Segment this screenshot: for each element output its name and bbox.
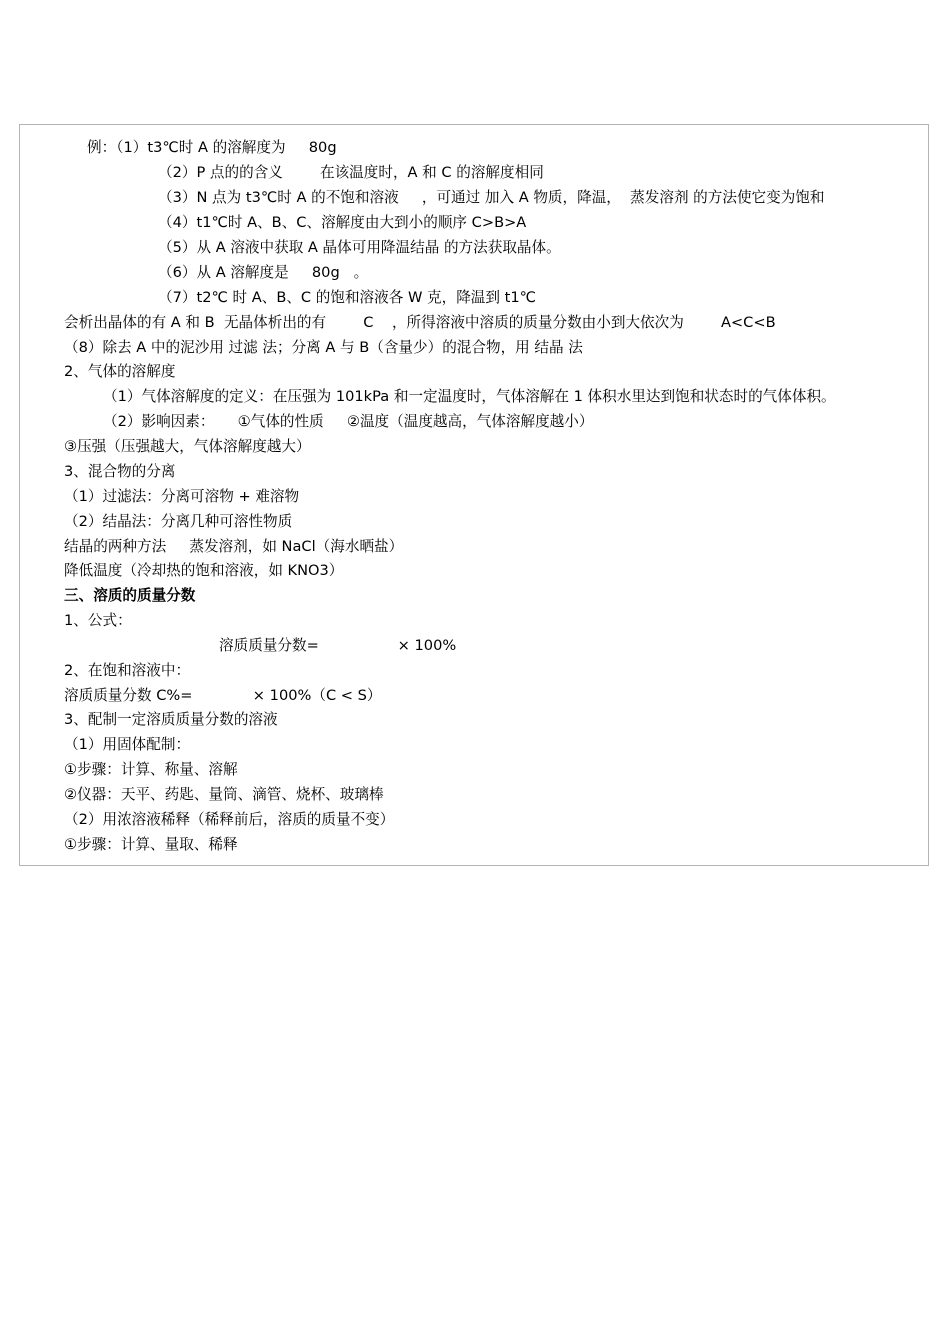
text-line-16: （2）结晶法：分离几种可溶性物质: [64, 513, 293, 530]
text-line-1: 例：（1）t3℃时 A 的溶解度为 80g: [87, 139, 337, 156]
text-line-7: （7）t2℃ 时 A、B、C 的饱和溶液各 W 克，降温到 t1℃: [158, 289, 537, 306]
text-line-6: （6）从 A 溶解度是 80g 。: [158, 264, 369, 281]
text-line-28: （2）用浓溶液稀释（稀释前后，溶质的质量不变）: [64, 811, 395, 828]
text-line-12: （2）影响因素： ①气体的性质 ②温度（温度越高，气体溶解度越小）: [103, 413, 594, 430]
text-line-20: 1、公式：: [64, 612, 132, 629]
section-heading-mass-fraction: 三、溶质的质量分数: [64, 587, 196, 604]
text-line-3: （3）N 点为 t3℃时 A 的不饱和溶液 ，可通过 加入 A 物质，降温， 蒸发溶剂 的方法使它变为饱和: [158, 189, 825, 206]
text-line-4: （4）t1℃时 A、B、C、溶解度由大到小的顺序 C>B>A: [158, 214, 527, 231]
text-line-13: ③压强（压强越大，气体溶解度越大）: [64, 438, 311, 455]
text-line-26: ①步骤：计算、称量、溶解: [64, 761, 238, 778]
text-line-8: 会析出晶体的有 A 和 B 无晶体析出的有 C ，所得溶液中溶质的质量分数由小到大依次为 A<C<B: [64, 314, 776, 331]
formula-saturated: 溶质质量分数 C%= × 100%（C < S）: [64, 687, 382, 704]
text-line-9: （8）除去 A 中的泥沙用 过滤 法；分离 A 与 B（含量少）的混合物，用 结晶 法: [64, 339, 583, 356]
section-heading-separation: 3、混合物的分离: [64, 463, 176, 480]
text-line-2: （2）P 点的的含义 在该温度时，A 和 C 的溶解度相同: [158, 164, 544, 181]
text-line-17: 结晶的两种方法 蒸发溶剂，如 NaCl（海水晒盐）: [64, 538, 404, 555]
text-line-27: ②仪器：天平、药匙、量筒、滴管、烧杯、玻璃棒: [64, 786, 384, 803]
text-line-25: （1）用固体配制：: [64, 736, 191, 753]
section-heading-preparation: 3、配制一定溶质质量分数的溶液: [64, 711, 278, 728]
text-line-15: （1）过滤法：分离可溶物 + 难溶物: [64, 488, 300, 505]
text-line-22: 2、在饱和溶液中：: [64, 662, 191, 679]
formula-mass-fraction: 溶质质量分数= × 100%: [219, 637, 457, 654]
section-heading-gas-solubility: 2、气体的溶解度: [64, 363, 176, 380]
text-line-11: （1）气体溶解度的定义：在压强为 101kPa 和一定温度时，气体溶解在 1 体积水里达到饱和状态时的气体体积。: [103, 388, 836, 405]
text-line-18: 降低温度（冷却热的饱和溶液，如 KNO3）: [64, 562, 344, 579]
text-line-5: （5）从 A 溶液中获取 A 晶体可用降温结晶 的方法获取晶体。: [158, 239, 561, 256]
text-line-29: ①步骤：计算、量取、稀释: [64, 836, 238, 853]
